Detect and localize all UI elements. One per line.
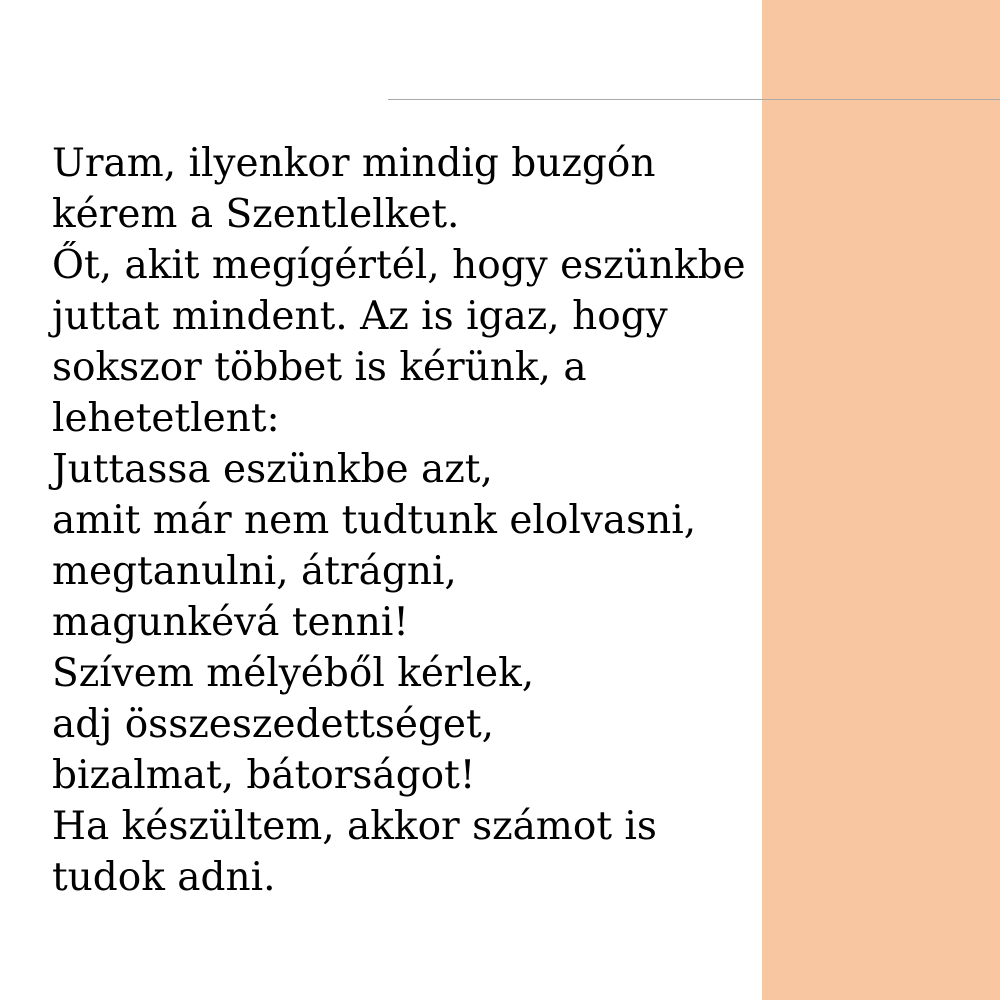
poem-line: tudok adni. — [52, 855, 276, 900]
poem-line: amit már nem tudtunk elolvasni, — [52, 498, 697, 543]
poem-line: Őt, akit megígértél, hogy eszünkbe — [52, 243, 746, 288]
poem-line: Uram, ilyenkor mindig buzgón — [52, 141, 656, 186]
poem-line: bizalmat, bátorságot! — [52, 753, 476, 798]
poem-line: kérem a Szentlelket. — [52, 192, 460, 237]
poem-line: magunkévá tenni! — [52, 600, 409, 645]
decorative-side-band — [762, 0, 1000, 1000]
poem-line: adj összeszedettséget, — [52, 702, 495, 747]
poem-line: lehetetlent: — [52, 396, 280, 441]
poem-line: sokszor többet is kérünk, a — [52, 345, 587, 390]
divider-line — [388, 99, 1000, 100]
poem-line: Juttassa eszünkbe azt, — [52, 447, 493, 492]
poem-line: megtanulni, átrágni, — [52, 549, 457, 594]
poem-line: Szívem mélyéből kérlek, — [52, 651, 535, 696]
poem-text — [52, 138, 752, 903]
poem-line: Ha készültem, akkor számot is — [52, 804, 657, 849]
poem-line: juttat mindent. Az is igaz, hogy — [52, 294, 668, 339]
